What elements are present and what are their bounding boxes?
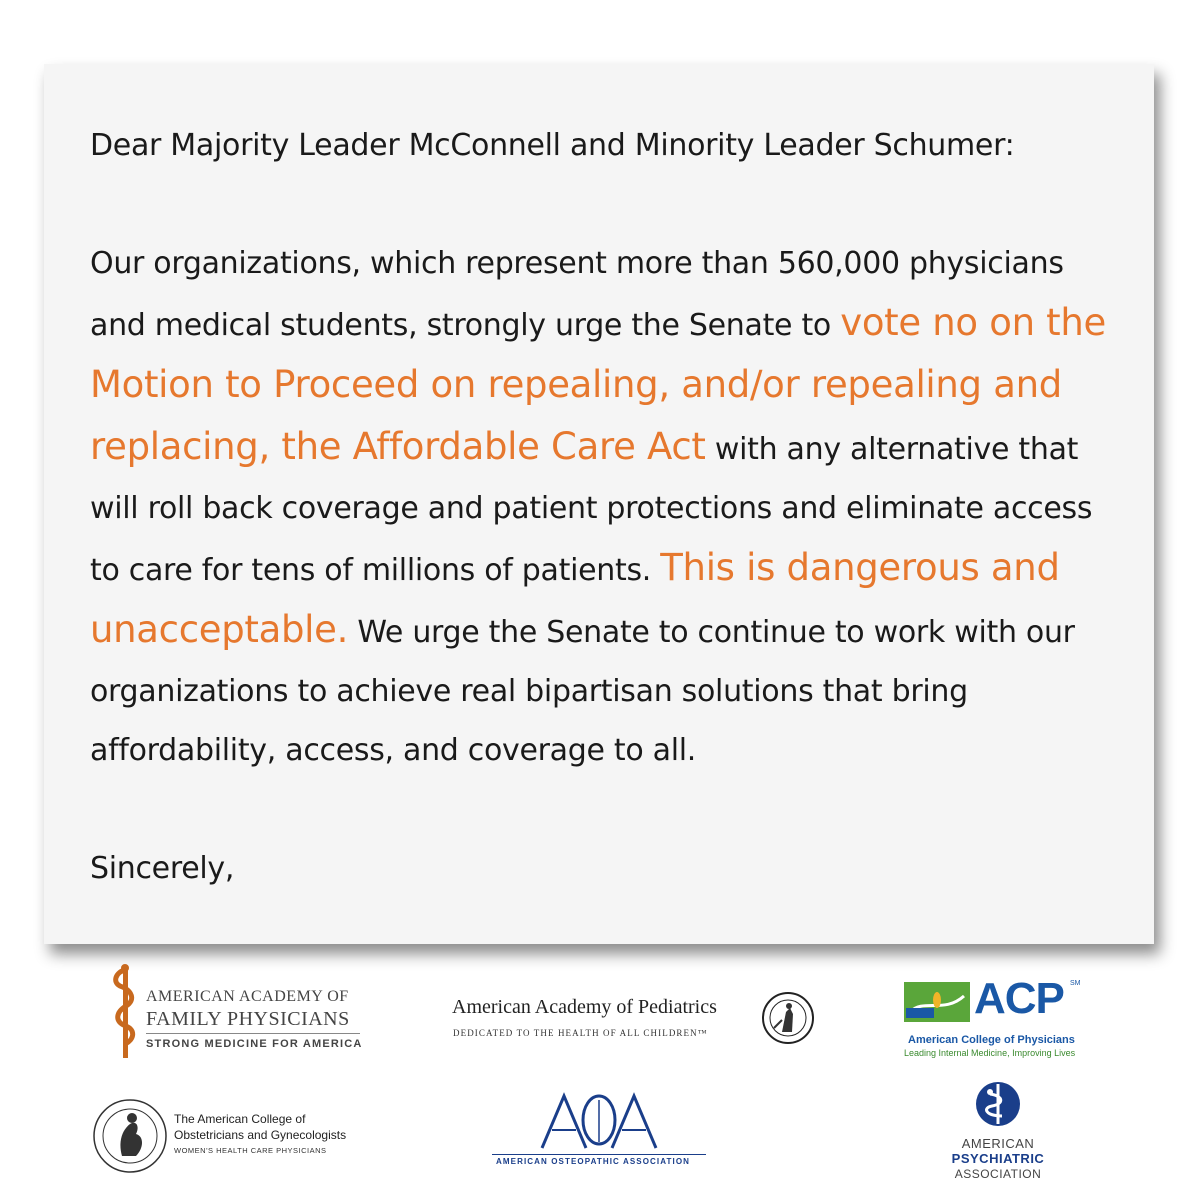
letter-text bbox=[90, 116, 1120, 898]
aafp-logo bbox=[108, 962, 368, 1062]
highlight-dangerous: This is dangerous and unacceptable. bbox=[90, 546, 1060, 651]
letter-card bbox=[44, 64, 1154, 944]
aafp-divider bbox=[146, 1033, 360, 1034]
closing: Sincerely, bbox=[90, 851, 235, 886]
acp-tm: SM bbox=[1070, 980, 1081, 987]
body-part-3: We urge the Senate to continue to work with our organizations to achieve real bipartisan solutions that bring affordability, access, and coverage to all. bbox=[90, 615, 1075, 768]
acog-line2: Obstetricians and Gynecologists bbox=[174, 1128, 347, 1142]
aoa-name: AMERICAN OSTEOPATHIC ASSOCIATION bbox=[496, 1157, 691, 1166]
salutation: Dear Majority Leader McConnell and Minority Leader Schumer: bbox=[90, 128, 1015, 163]
apa-line3: ASSOCIATION bbox=[954, 1167, 1042, 1181]
acp-logo bbox=[898, 974, 1098, 1060]
aoa-logo bbox=[492, 1090, 706, 1170]
aap-tagline: DEDICATED TO THE HEALTH OF ALL CHILDREN™ bbox=[453, 1028, 708, 1038]
body-part-1: Our organizations, which represent more than 560,000 physicians and medical students, strongly urge the Senate to bbox=[90, 246, 1064, 343]
aafp-tagline: STRONG MEDICINE FOR AMERICA bbox=[146, 1038, 363, 1050]
aafp-line1: AMERICAN ACADEMY OF bbox=[146, 988, 349, 1005]
aap-logo bbox=[452, 990, 812, 1050]
acp-abbr: ACP bbox=[974, 974, 1064, 1023]
apa-emblem-icon bbox=[974, 1074, 1024, 1134]
highlight-vote-no: vote no on the Motion to Proceed on repealing, and/or repealing and replacing, the Affordable Care Act bbox=[90, 301, 1107, 468]
aoa-emblem-icon bbox=[534, 1090, 664, 1152]
acp-tagline: Leading Internal Medicine, Improving Lives bbox=[904, 1048, 1076, 1058]
body-part-2: with any alternative that will roll back coverage and patient protections and eliminate access to care for tens of millions of patients. bbox=[90, 432, 1093, 588]
acog-tagline: WOMEN'S HEALTH CARE PHYSICIANS bbox=[174, 1146, 327, 1155]
acp-lamp-icon bbox=[904, 978, 974, 1026]
apa-line1: AMERICAN bbox=[961, 1136, 1035, 1151]
aafp-line2: FAMILY PHYSICIANS bbox=[146, 1008, 350, 1030]
aoa-divider bbox=[492, 1154, 706, 1155]
acog-logo bbox=[92, 1092, 372, 1182]
acp-name: American College of Physicians bbox=[908, 1034, 1075, 1046]
acog-line1: The American College of bbox=[174, 1112, 306, 1126]
apa-line2: PSYCHIATRIC bbox=[951, 1151, 1045, 1166]
letter-body bbox=[90, 234, 1120, 780]
acog-seal-icon bbox=[92, 1092, 170, 1182]
aap-seal-icon bbox=[760, 990, 816, 1046]
apa-logo bbox=[938, 1074, 1058, 1189]
caduceus-icon bbox=[108, 962, 144, 1062]
aap-name: American Academy of Pediatrics bbox=[452, 996, 717, 1018]
